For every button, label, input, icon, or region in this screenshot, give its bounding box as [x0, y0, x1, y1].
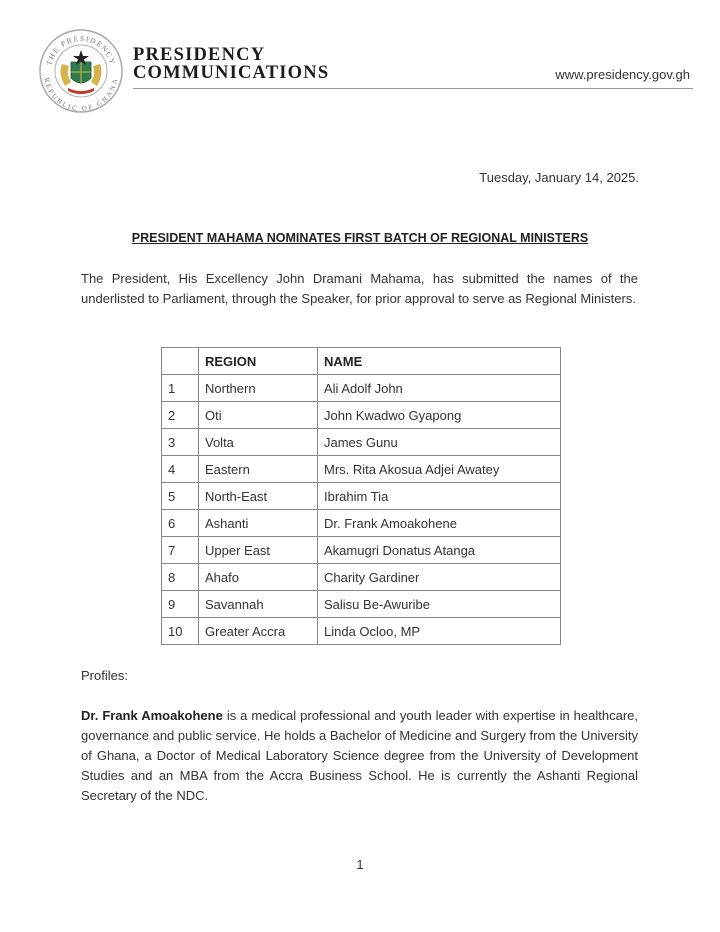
row-region: Eastern — [199, 456, 318, 483]
table-row — [162, 429, 561, 456]
row-number: 3 — [162, 429, 199, 456]
table-row — [162, 402, 561, 429]
row-number: 7 — [162, 537, 199, 564]
brand-title — [133, 46, 329, 82]
profile-text: is a medical professional and youth leader with expertise in healthcare, governance and public service. He holds a Bachelor of Medicine and Surgery from the University of Ghana, a Doctor of Medical Laboratory Science degree from the University of Development Studies and an MBA from the Accra Business School. He is currently the Ashanti Regional Secretary of the NDC. — [81, 708, 638, 803]
table-row — [162, 456, 561, 483]
row-number: 10 — [162, 618, 199, 645]
row-number: 4 — [162, 456, 199, 483]
intro-paragraph: The President, His Excellency John Dramani Mahama, has submitted the names of the underlisted to Parliament, through the Speaker, for prior approval to serve as Regional Ministers. — [81, 271, 638, 306]
row-name: Ali Adolf John — [318, 375, 561, 402]
website-link[interactable]: www.presidency.gov.gh — [555, 67, 690, 82]
row-name: John Kwadwo Gyapong — [318, 402, 561, 429]
row-name: Linda Ocloo, MP — [318, 618, 561, 645]
row-name: Ibrahim Tia — [318, 483, 561, 510]
profile-paragraph — [81, 706, 638, 806]
row-number: 1 — [162, 375, 199, 402]
table-row — [162, 591, 561, 618]
brand-line-presidency: PRESIDENCY — [133, 45, 266, 65]
row-number: 6 — [162, 510, 199, 537]
row-number: 8 — [162, 564, 199, 591]
profile-name: Dr. Frank Amoakohene — [81, 708, 223, 723]
header-divider — [133, 88, 693, 89]
header-number — [162, 348, 199, 375]
row-name: Mrs. Rita Akosua Adjei Awatey — [318, 456, 561, 483]
document-date: Tuesday, January 14, 2025. — [479, 170, 639, 185]
row-region: Northern — [199, 375, 318, 402]
row-number: 2 — [162, 402, 199, 429]
header-name: NAME — [318, 348, 561, 375]
presidency-seal-logo — [38, 28, 124, 114]
row-number: 9 — [162, 591, 199, 618]
table-row — [162, 483, 561, 510]
row-region: North-East — [199, 483, 318, 510]
table-header-row — [162, 348, 561, 375]
table-row — [162, 564, 561, 591]
table-row — [162, 537, 561, 564]
row-region: Greater Accra — [199, 618, 318, 645]
coat-of-arms-icon — [38, 28, 124, 114]
header-region: REGION — [199, 348, 318, 375]
svg-text:REPUBLIC OF GHANA: REPUBLIC OF GHANA — [42, 77, 120, 113]
document-title: PRESIDENT MAHAMA NOMINATES FIRST BATCH OF REGIONAL MINISTERS — [131, 231, 589, 245]
row-name: James Gunu — [318, 429, 561, 456]
page-number: 1 — [356, 857, 364, 872]
row-region: Ahafo — [199, 564, 318, 591]
table-row — [162, 375, 561, 402]
row-region: Oti — [199, 402, 318, 429]
row-region: Volta — [199, 429, 318, 456]
row-number: 5 — [162, 483, 199, 510]
profiles-heading: Profiles: — [81, 668, 128, 683]
svg-text:THE PRESIDENCY: THE PRESIDENCY — [44, 33, 118, 67]
brand-line-communications: COMMUNICATIONS — [133, 63, 330, 83]
table-row — [162, 510, 561, 537]
row-name: Dr. Frank Amoakohene — [318, 510, 561, 537]
row-name: Akamugri Donatus Atanga — [318, 537, 561, 564]
row-region: Ashanti — [199, 510, 318, 537]
row-region: Savannah — [199, 591, 318, 618]
row-name: Salisu Be-Awuribe — [318, 591, 561, 618]
ministers-table — [161, 347, 561, 645]
row-name: Charity Gardiner — [318, 564, 561, 591]
table-row — [162, 618, 561, 645]
row-region: Upper East — [199, 537, 318, 564]
